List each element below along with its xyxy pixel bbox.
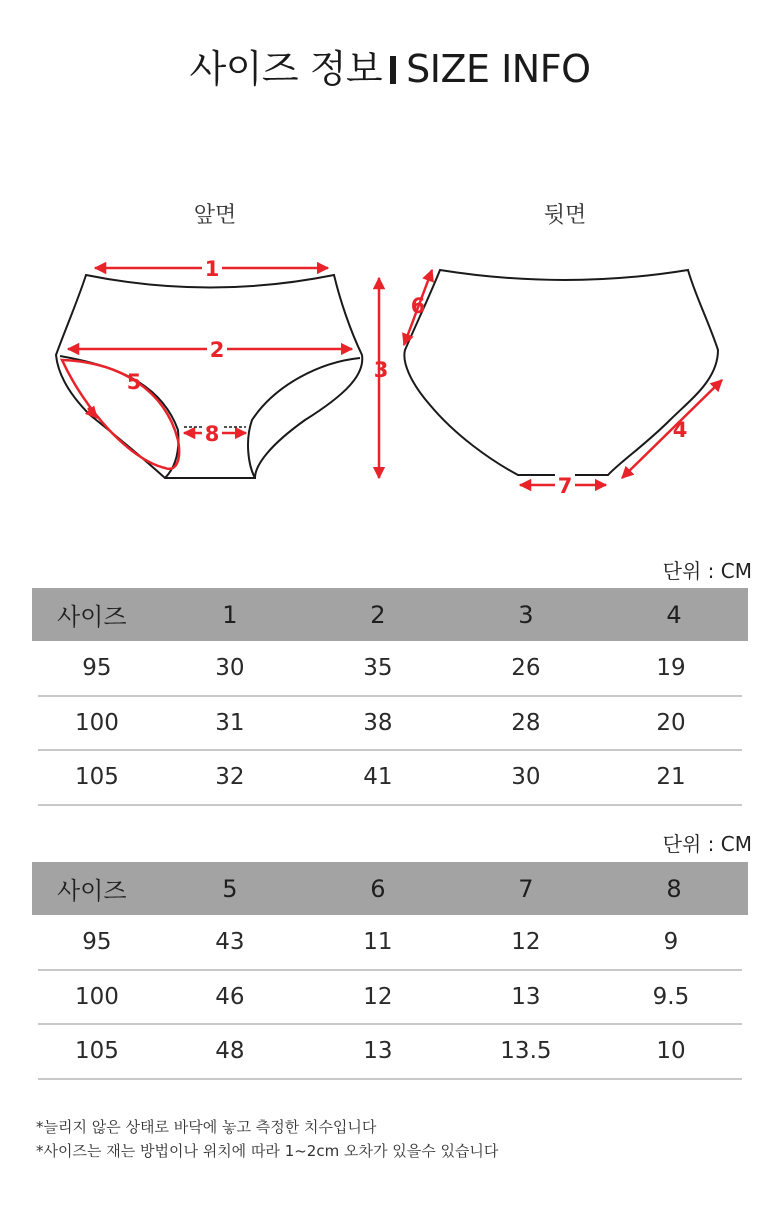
- table-header: 사이즈: [32, 588, 156, 641]
- table-cell: 105: [32, 750, 156, 805]
- table-header: 5: [156, 862, 304, 915]
- back-garment-outline: [404, 270, 718, 475]
- front-view-label: 앞면: [193, 203, 237, 228]
- table-cell: 95: [32, 915, 156, 970]
- table-cell: 10: [600, 1024, 748, 1079]
- table-cell: 32: [156, 750, 304, 805]
- table-cell: 9: [600, 915, 748, 970]
- table-cell: 31: [156, 696, 304, 751]
- table-cell: 26: [452, 641, 600, 696]
- table-header-row: [32, 588, 748, 641]
- table-cell: 43: [156, 915, 304, 970]
- table-header-row: [32, 862, 748, 915]
- table-cell: 105: [32, 1024, 156, 1079]
- table-cell: 21: [600, 750, 748, 805]
- table-header: 1: [156, 588, 304, 641]
- table-cell: 19: [600, 641, 748, 696]
- table-row: [32, 970, 748, 1025]
- measure-label-3: 3: [373, 358, 389, 382]
- table-cell: 41: [304, 750, 452, 805]
- table-header: 8: [600, 862, 748, 915]
- unit-label: 단위 : CM: [662, 559, 752, 583]
- table-row: [32, 696, 748, 751]
- measurement-notes: [36, 1115, 498, 1163]
- measure-label-backgrounds: [202, 257, 575, 496]
- title-divider: [390, 56, 396, 84]
- back-view-label: 뒷면: [543, 203, 587, 228]
- title-korean: 사이즈 정보: [189, 47, 383, 91]
- table-header: 4: [600, 588, 748, 641]
- measure-label-4: 4: [672, 418, 688, 442]
- page-title: [0, 38, 780, 93]
- table-cell: 95: [32, 641, 156, 696]
- table-cell: 13: [452, 970, 600, 1025]
- table-cell: 35: [304, 641, 452, 696]
- table-cell: 28: [452, 696, 600, 751]
- table-cell: 100: [32, 970, 156, 1025]
- table-cell: 12: [452, 915, 600, 970]
- table-header: 3: [452, 588, 600, 641]
- title-english: SIZE INFO: [406, 47, 591, 91]
- front-garment-outline: [56, 275, 362, 478]
- measure-label-2: 2: [209, 338, 225, 362]
- measure-label-7: 7: [557, 474, 573, 498]
- table-row: [32, 1024, 748, 1079]
- table-cell: 11: [304, 915, 452, 970]
- measure-label-8: 8: [204, 422, 220, 446]
- table-cell: 100: [32, 696, 156, 751]
- table-header: 2: [304, 588, 452, 641]
- measure-label-5: 5: [126, 370, 142, 394]
- table-header: 6: [304, 862, 452, 915]
- unit-label: 단위 : CM: [662, 832, 752, 856]
- size-table-1: [26, 588, 754, 806]
- table-cell: 9.5: [600, 970, 748, 1025]
- table-cell: 48: [156, 1024, 304, 1079]
- table-cell: 12: [304, 970, 452, 1025]
- table-cell: 30: [156, 641, 304, 696]
- table-header: 사이즈: [32, 862, 156, 915]
- note-line: *사이즈는 재는 방법이나 위치에 따라 1~2cm 오차가 있을수 있습니다: [36, 1142, 499, 1160]
- size-table-2: [26, 862, 754, 1080]
- table-cell: 13: [304, 1024, 452, 1079]
- table-cell: 46: [156, 970, 304, 1025]
- table-row: [32, 641, 748, 696]
- table-cell: 20: [600, 696, 748, 751]
- measurement-lines: [62, 268, 722, 485]
- table-cell: 13.5: [452, 1024, 600, 1079]
- measurement-diagram: [0, 240, 780, 500]
- table-cell: 30: [452, 750, 600, 805]
- note-line: *늘리지 않은 상태로 바닥에 놓고 측정한 치수입니다: [36, 1118, 377, 1136]
- table-row: [32, 750, 748, 805]
- table-header: 7: [452, 862, 600, 915]
- measure-label-6: 6: [410, 294, 426, 318]
- table-row: [32, 915, 748, 970]
- table-cell: 38: [304, 696, 452, 751]
- measure-labels: [127, 257, 688, 498]
- measure-label-1: 1: [204, 257, 220, 281]
